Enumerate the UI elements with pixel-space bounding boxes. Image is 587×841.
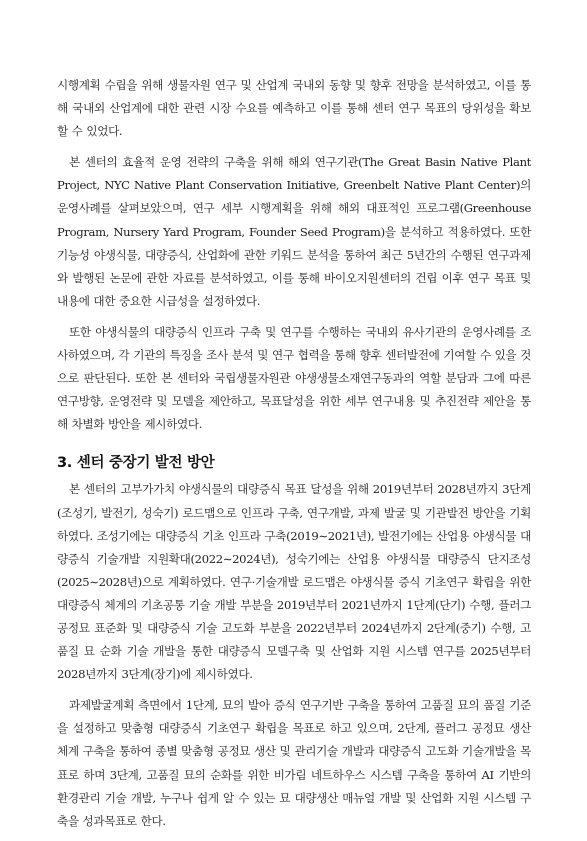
- paragraph-task-plan: 과제발굴계획 측면에서 1단계, 묘의 발아 증식 연구기반 구축을 통하여 고품질 묘의 품질 기준을 설정하고 맞춤형 대량증식 기초연구 확립을 목표로 하고 있으며, 2단계, 플러그 공정묘 생산 체계 구축을 통하여 종별 맞춤형 공정묘 생산 및 관리기술 개발과 대량증식 고도화 기술개발을 목표로 하며 3단계, 고품질 묘의 순화를 위한 비가림 네트하우스 시스템 구축을 통하여 AI 기반의 환경관리 기술 개발, 누구나 쉽게 알 수 있는 묘 대량생산 매뉴얼 개발 및 산업화 지원 시스템 구축을 성과목표로 한다.: [57, 698, 531, 828]
- paragraph-market-analysis: 시행계획 수립을 위해 생물자원 연구 및 산업계 국내외 동향 및 향후 전망을 분석하였고, 이를 통해 국내외 산업계에 대한 관련 시장 수요를 예측하고 이를 통해 센터 연구 목표의 당위성을 확보할 수 있었다.: [57, 78, 531, 139]
- paragraph-roadmap: 본 센터의 고부가가치 야생식물의 대량증식 목표 달성을 위해 2019년부터 2028년까지 3단계(조성기, 발전기, 성숙기) 로드맵으로 인프라 구축, 연구개발, 과제 발굴 및 기관발전 방안을 기획하였다. 조성기에는 대량증식 기초 인프라 구축(2019∼2021년), 발전기에는 산업용 야생식물 대량증식 기술개발 지원확대(2022∼2024년), 성숙기에는 산업용 야생식물 대량증식 단지조성(2025∼2028년)으로 계획하였다. 연구·기술개발 로드맵은 야생식물 증식 기초연구 확립을 위한 대량증식 체계의 기초공통 기술 개발 부분을 2019년부터 2021년까지 1단계(단기) 수행, 플러그 공정묘 표준화 및 대량증식 기술 고도화 부분을 2022년부터 2024년까지 2단계(중기) 수행, 고품질 묘 순화 기술 개발을 통한 대량증식 모델구축 및 산업화 지원 시스템 연구를 2025년부터 2028년까지 3단계(장기)에 제시하였다.: [57, 482, 531, 682]
- section-heading: 3. 센터 중장기 발전 방안: [57, 455, 215, 472]
- paragraph-overseas-cases: 본 센터의 효율적 운영 전략의 구축을 위해 해외 연구기관(The Great Basin Native Plant Project, NYC Native Plant Conservation Initiative, Greenbelt Native Plant Center)의 운영사례를 살펴보았으며, 연구 세부 시행계획을 위해 해외 대표적인 프로그램(Greenhouse Program, Nursery Yard Program, Founder Seed Program)을 분석하고 적용하였다. 또한 기능성 야생식물, 대량증식, 산업화에 관한 키워드 분석을 통하여 최근 5년간의 수행된 연구과제와 발행된 논문에 관한 자료를 분석하였고, 이를 통해 바이오지원센터의 건립 이후 연구 목표 및 내용에 대한 중요한 시급성을 설정하였다.: [57, 155, 531, 308]
- document-body: [57, 74, 531, 841]
- paragraph-similar-institutions: 또한 야생식물의 대량증식 인프라 구축 및 연구를 수행하는 국내외 유사기관의 운영사례를 조사하였으며, 각 기관의 특징을 조사 분석 및 연구 협력을 통해 향후 센터발전에 기여할 수 있을 것으로 판단된다. 또한 본 센터와 국립생물자원관 야생생물소재연구동과의 역할 분담과 그에 따른 연구방향, 운영전략 및 모델을 제안하고, 목표달성을 위한 세부 연구내용 및 추진전략 제안을 통해 차별화 방안을 제시하였다.: [57, 324, 531, 432]
